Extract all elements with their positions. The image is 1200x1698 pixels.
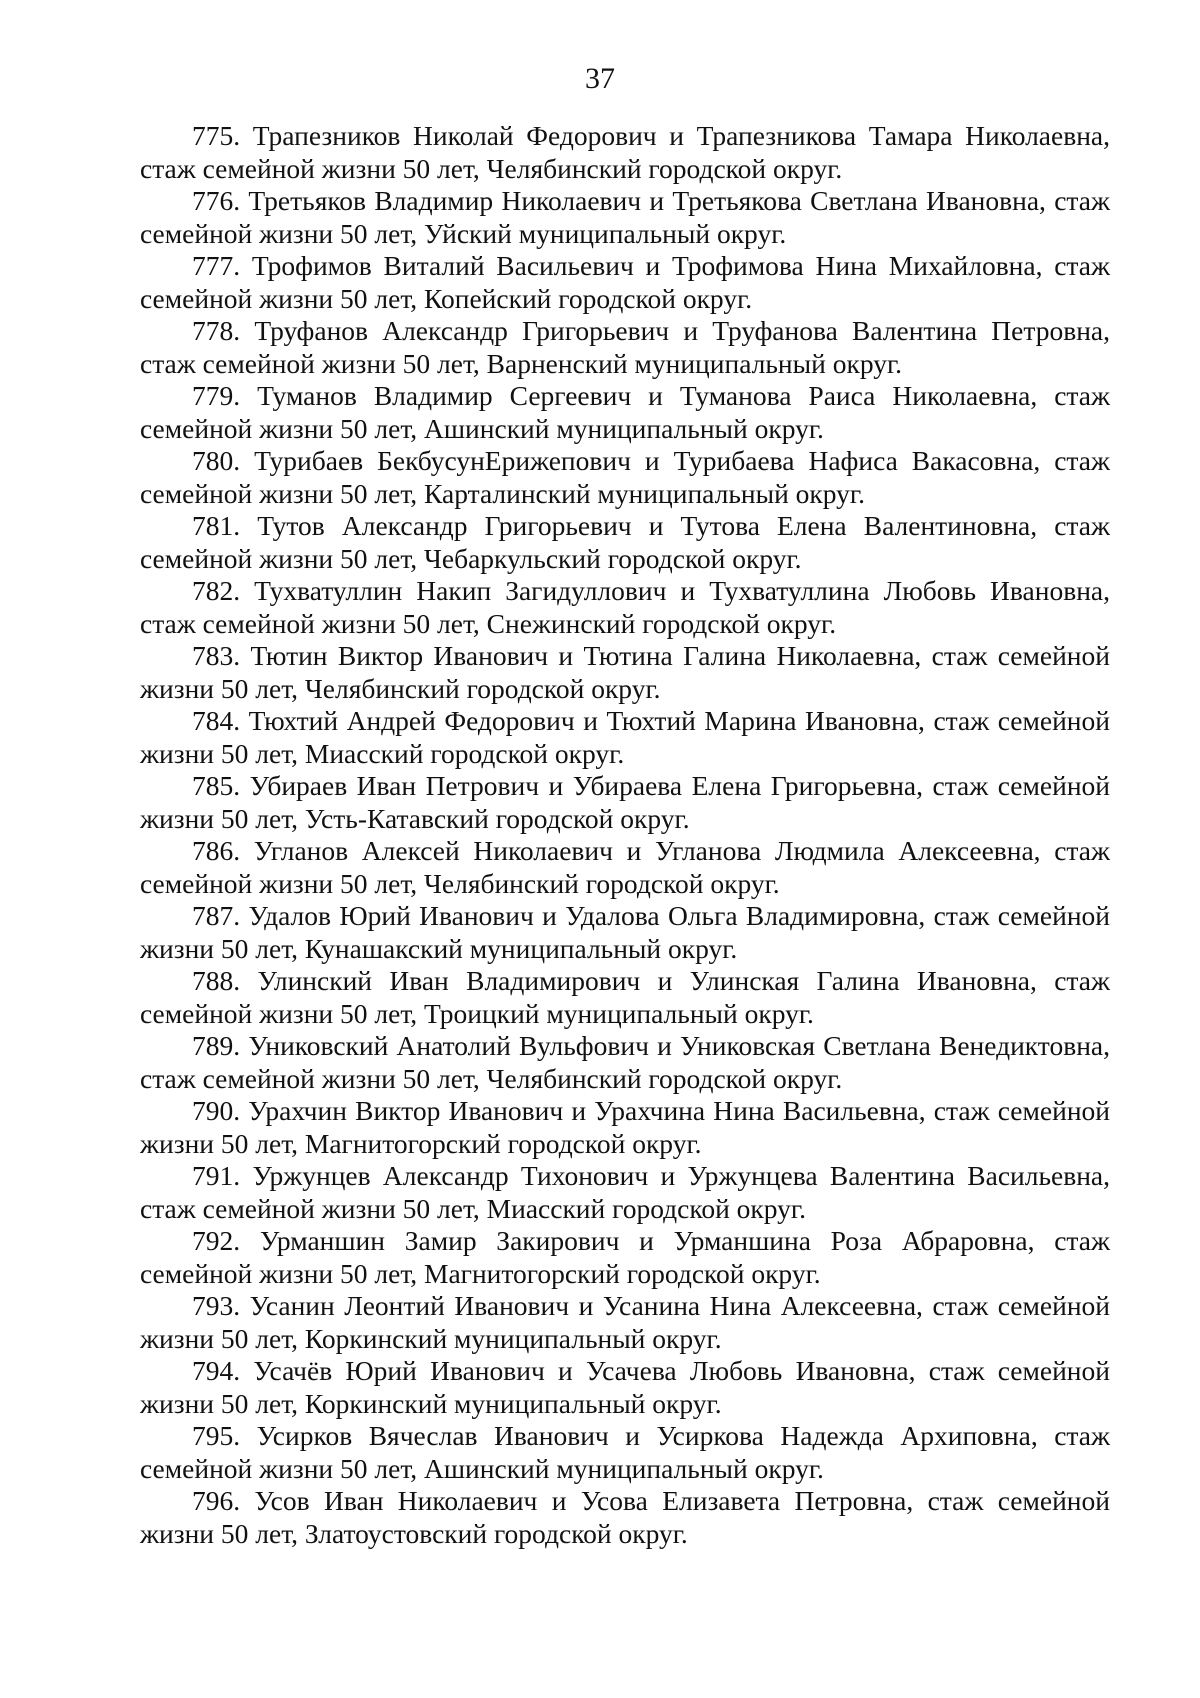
list-item: 795. Усирков Вячеслав Иванович и Усиркова Надежда Архиповна, стаж семейной жизни 50 лет, Ашинский муниципальный округ. xyxy=(140,1420,1110,1484)
list-item: 793. Усанин Леонтий Иванович и Усанина Нина Алексеевна, стаж семейной жизни 50 лет, Коркинский муниципальный округ. xyxy=(140,1290,1110,1354)
list-item: 788. Улинский Иван Владимирович и Улинская Галина Ивановна, стаж семейной жизни 50 лет, Троицкий муниципальный округ. xyxy=(140,965,1110,1029)
list-item: 780. Турибаев БекбусунЕрижепович и Турибаева Нафиса Вакасовна, стаж семейной жизни 50 лет, Карталинский муниципальный округ. xyxy=(140,445,1110,509)
list-item: 786. Угланов Алексей Николаевич и Угланова Людмила Алексеевна, стаж семейной жизни 50 лет, Челябинский городской округ. xyxy=(140,835,1110,899)
list-item: 782. Тухватуллин Накип Загидуллович и Тухватуллина Любовь Ивановна, стаж семейной жизни 50 лет, Снежинский городской округ. xyxy=(140,575,1110,639)
list-item: 789. Униковский Анатолий Вульфович и Униковская Светлана Венедиктовна, стаж семейной жизни 50 лет, Челябинский городской округ. xyxy=(140,1030,1110,1094)
list-item: 779. Туманов Владимир Сергеевич и Туманова Раиса Николаевна, стаж семейной жизни 50 лет, Ашинский муниципальный округ. xyxy=(140,380,1110,444)
list-item: 784. Тюхтий Андрей Федорович и Тюхтий Марина Ивановна, стаж семейной жизни 50 лет, Миасский городской округ. xyxy=(140,705,1110,769)
list-item: 775. Трапезников Николай Федорович и Трапезникова Тамара Николаевна, стаж семейной жизни 50 лет, Челябинский городской округ. xyxy=(140,120,1110,184)
page-number: 37 xyxy=(585,62,615,95)
list-item: 787. Удалов Юрий Иванович и Удалова Ольга Владимировна, стаж семейной жизни 50 лет, Кунашакский муниципальный округ. xyxy=(140,900,1110,964)
list-item: 783. Тютин Виктор Иванович и Тютина Галина Николаевна, стаж семейной жизни 50 лет, Челябинский городской округ. xyxy=(140,640,1110,704)
list-item: 785. Убираев Иван Петрович и Убираева Елена Григорьевна, стаж семейной жизни 50 лет, Усть-Катавский городской округ. xyxy=(140,770,1110,834)
list-item: 778. Труфанов Александр Григорьевич и Труфанова Валентина Петровна, стаж семейной жизни 50 лет, Варненский муниципальный округ. xyxy=(140,315,1110,379)
list-item: 796. Усов Иван Николаевич и Усова Елизавета Петровна, стаж семейной жизни 50 лет, Златоустовский городской округ. xyxy=(140,1485,1110,1549)
list-item: 777. Трофимов Виталий Васильевич и Трофимова Нина Михайловна, стаж семейной жизни 50 лет, Копейский городской округ. xyxy=(140,250,1110,314)
entry-list xyxy=(140,120,1110,1550)
list-item: 790. Урахчин Виктор Иванович и Урахчина Нина Васильевна, стаж семейной жизни 50 лет, Магнитогорский городской округ. xyxy=(140,1095,1110,1159)
list-item: 776. Третьяков Владимир Николаевич и Третьякова Светлана Ивановна, стаж семейной жизни 50 лет, Уйский муниципальный округ. xyxy=(140,185,1110,249)
list-item: 794. Усачёв Юрий Иванович и Усачева Любовь Ивановна, стаж семейной жизни 50 лет, Коркинский муниципальный округ. xyxy=(140,1355,1110,1419)
list-item: 781. Тутов Александр Григорьевич и Тутова Елена Валентиновна, стаж семейной жизни 50 лет, Чебаркульский городской округ. xyxy=(140,510,1110,574)
list-item: 792. Урманшин Замир Закирович и Урманшина Роза Абраровна, стаж семейной жизни 50 лет, Магнитогорский городской округ. xyxy=(140,1225,1110,1289)
list-item: 791. Уржунцев Александр Тихонович и Уржунцева Валентина Васильевна, стаж семейной жизни 50 лет, Миасский городской округ. xyxy=(140,1160,1110,1224)
